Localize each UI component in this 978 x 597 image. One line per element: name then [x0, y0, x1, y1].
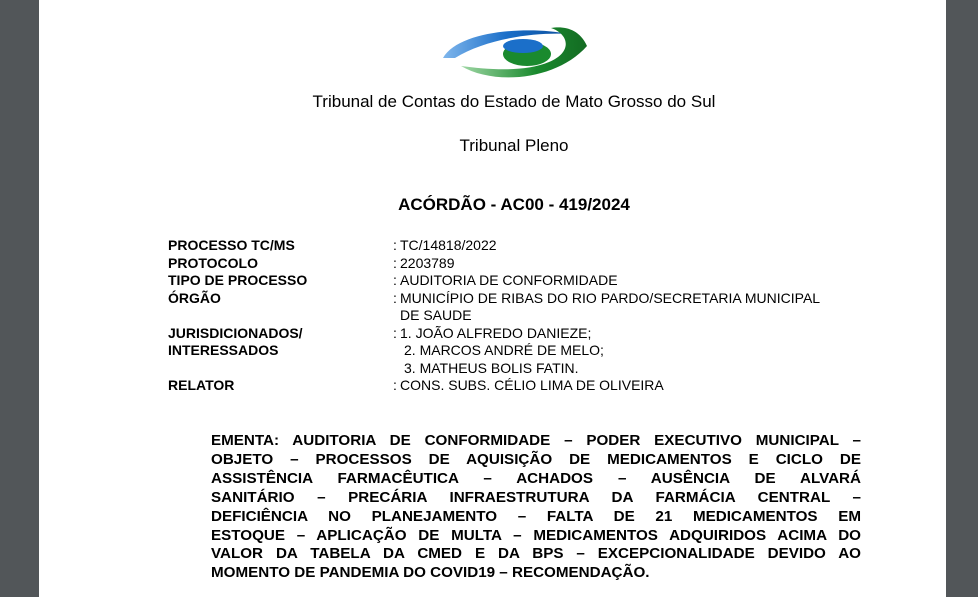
meta-row-protocolo [168, 255, 868, 273]
meta-label: RELATOR [168, 377, 235, 393]
meta-separator: : [393, 377, 397, 393]
org-name: Tribunal de Contas do Estado de Mato Grosso do Sul [312, 92, 716, 111]
process-metadata [168, 237, 868, 395]
ementa-paragraph [211, 432, 861, 583]
meta-value-line: 1. JOÃO ALFREDO DANIEZE; [400, 324, 592, 341]
ementa-line: ESTOQUE – APLICAÇÃO DE MULTA – MEDICAMENTOS ADQUIRIDOS ACIMA DO [211, 526, 861, 544]
meta-value [400, 272, 868, 290]
meta-separator: : [393, 289, 397, 306]
meta-row-jurisdicionados [168, 325, 868, 378]
meta-value-line: TC/14818/2022 [400, 237, 497, 253]
meta-row-tipo [168, 272, 868, 290]
meta-label-line: JURISDICIONADOS/ [168, 324, 303, 341]
document-page [39, 0, 946, 597]
meta-value [400, 255, 868, 273]
tcems-logo-icon [441, 24, 591, 88]
meta-value-line: DE SAUDE [400, 307, 472, 323]
ementa-line: SANITÁRIO – PRECÁRIA INFRAESTRUTURA DA FARMÁCIA CENTRAL – [211, 488, 861, 506]
chamber-name: Tribunal Pleno [459, 136, 569, 155]
ementa-line: OBJETO – PROCESSOS DE AQUISIÇÃO DE MEDICAMENTOS E CICLO DE [211, 450, 861, 468]
meta-row-processo [168, 237, 868, 255]
meta-label: PROCESSO TC/MS [168, 237, 295, 253]
meta-value-line: MUNICÍPIO DE RIBAS DO RIO PARDO/SECRETARIA MUNICIPAL [400, 289, 821, 306]
meta-value [400, 377, 868, 395]
decision-title: ACÓRDÃO - AC00 - 419/2024 [398, 195, 630, 214]
meta-label: PROTOCOLO [168, 254, 258, 271]
ementa-line: DEFICIÊNCIA NO PLANEJAMENTO – FALTA DE 21 MEDICAMENTOS EM [211, 507, 861, 525]
meta-label: ÓRGÃO [168, 289, 221, 306]
meta-separator: : [393, 237, 397, 253]
meta-separator: : [393, 254, 397, 271]
ementa-line: EMENTA: AUDITORIA DE CONFORMIDADE – PODER EXECUTIVO MUNICIPAL – [211, 432, 861, 449]
meta-label: TIPO DE PROCESSO [168, 272, 308, 288]
meta-value-line: CONS. SUBS. CÉLIO LIMA DE OLIVEIRA [400, 377, 664, 393]
meta-label-line: INTERESSADOS [168, 342, 279, 358]
ementa-line: VALOR DA TABELA DA CMED E DA BPS – EXCEPCIONALIDADE DEVIDO AO [211, 545, 861, 563]
meta-value-line: 3. MATHEUS BOLIS FATIN. [404, 359, 579, 376]
meta-value-line: AUDITORIA DE CONFORMIDADE [400, 272, 618, 288]
meta-value-line: 2. MARCOS ANDRÉ DE MELO; [404, 342, 604, 358]
ementa-line: ASSISTÊNCIA FARMACÊUTICA – ACHADOS – AUSÊNCIA DE ALVARÁ [211, 469, 861, 487]
meta-separator: : [393, 272, 397, 288]
meta-label [168, 325, 393, 378]
ementa-line: MOMENTO DE PANDEMIA DO COVID19 – RECOMENDAÇÃO. [211, 564, 650, 582]
meta-value [400, 237, 868, 255]
meta-separator: : [393, 324, 397, 341]
meta-row-relator [168, 377, 868, 395]
meta-value [400, 290, 868, 325]
meta-value-line: 2203789 [400, 254, 455, 271]
meta-value [400, 325, 868, 378]
meta-row-orgao [168, 290, 868, 325]
